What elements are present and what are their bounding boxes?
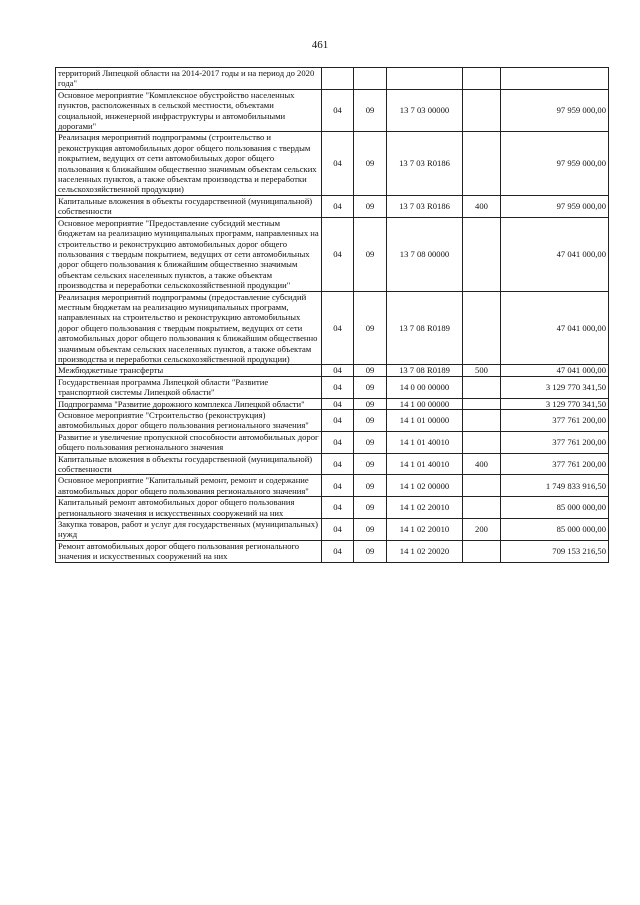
table-row: [56, 398, 609, 409]
expense-type-code: [463, 475, 501, 497]
section-code: 04: [322, 195, 354, 217]
expense-type-code: [463, 68, 501, 90]
table-row: [56, 410, 609, 432]
target-article-code: 14 1 01 00000: [387, 410, 463, 432]
section-code: 04: [322, 376, 354, 398]
target-article-code: 13 7 03 00000: [387, 89, 463, 132]
row-name: Реализация мероприятий подпрограммы (предоставление субсидий местным бюджетам на реализацию муниципальных программ, направленных на строительство и реконструкцию автомобильных дорог общего пользования с твердым покрытием, ведущих от сети автомобильных дорог общего пользования к ближайшим общественно значимым объектам сельских населенных пунктов, а также объектам производства и переработки сельскохозяйственной продукции): [56, 291, 322, 365]
expense-type-code: 200: [463, 519, 501, 541]
section-code: 04: [322, 519, 354, 541]
subsection-code: 09: [354, 195, 387, 217]
subsection-code: 09: [354, 453, 387, 475]
target-article-code: 13 7 08 R0189: [387, 365, 463, 376]
section-code: 04: [322, 398, 354, 409]
table-row: [56, 431, 609, 453]
amount: 377 761 200,00: [501, 453, 609, 475]
target-article-code: 14 1 02 20010: [387, 519, 463, 541]
amount: [501, 68, 609, 90]
target-article-code: 13 7 03 R0186: [387, 195, 463, 217]
table-row: [56, 132, 609, 195]
expense-type-code: [463, 376, 501, 398]
table-row: [56, 453, 609, 475]
section-code: 04: [322, 431, 354, 453]
row-name: Реализация мероприятий подпрограммы (строительство и реконструкция автомобильных дорог общего пользования с твердым покрытием, ведущих от сети автомобильных дорог общего пользования к ближайшим общественно значимым объектам сельских населенных пунктов, а также объектам производства и переработки сельскохозяйственной продукции): [56, 132, 322, 195]
expense-type-code: 500: [463, 365, 501, 376]
table-row: [56, 68, 609, 90]
section-code: 04: [322, 475, 354, 497]
subsection-code: 09: [354, 540, 387, 562]
table-row: [56, 475, 609, 497]
amount: 97 959 000,00: [501, 195, 609, 217]
row-name: Основное мероприятие "Капитальный ремонт, ремонт и содержание автомобильных дорог общего пользования регионального значения": [56, 475, 322, 497]
target-article-code: 14 1 00 00000: [387, 398, 463, 409]
expense-type-code: [463, 217, 501, 291]
row-name: Закупка товаров, работ и услуг для государственных (муниципальных) нужд: [56, 519, 322, 541]
amount: 47 041 000,00: [501, 217, 609, 291]
section-code: 04: [322, 410, 354, 432]
section-code: 04: [322, 291, 354, 365]
row-name: Межбюджетные трансферты: [56, 365, 322, 376]
target-article-code: 13 7 03 R0186: [387, 132, 463, 195]
table-row: [56, 365, 609, 376]
row-name: Развитие и увеличение пропускной способности автомобильных дорог общего пользования регионального значения: [56, 431, 322, 453]
row-name: Основное мероприятие "Комплексное обустройство населенных пунктов, расположенных в сельской местности, объектами социальной, инженерной инфраструктуры и автомобильными дорогами": [56, 89, 322, 132]
target-article-code: 14 1 01 40010: [387, 431, 463, 453]
row-name: Государственная программа Липецкой области "Развитие транспортной системы Липецкой области": [56, 376, 322, 398]
expense-type-code: [463, 497, 501, 519]
table-row: [56, 217, 609, 291]
table-row: [56, 540, 609, 562]
expense-type-code: 400: [463, 453, 501, 475]
section-code: 04: [322, 132, 354, 195]
target-article-code: 14 1 01 40010: [387, 453, 463, 475]
target-article-code: 13 7 08 R0189: [387, 291, 463, 365]
subsection-code: 09: [354, 217, 387, 291]
expense-type-code: [463, 132, 501, 195]
amount: 1 749 833 916,50: [501, 475, 609, 497]
subsection-code: 09: [354, 365, 387, 376]
section-code: 04: [322, 497, 354, 519]
section-code: 04: [322, 365, 354, 376]
amount: 709 153 216,50: [501, 540, 609, 562]
expense-type-code: [463, 410, 501, 432]
expense-type-code: [463, 89, 501, 132]
amount: 97 959 000,00: [501, 89, 609, 132]
row-name: Основное мероприятие "Строительство (реконструкция) автомобильных дорог общего пользования регионального значения": [56, 410, 322, 432]
expense-type-code: [463, 431, 501, 453]
amount: 47 041 000,00: [501, 291, 609, 365]
subsection-code: 09: [354, 398, 387, 409]
amount: 47 041 000,00: [501, 365, 609, 376]
amount: 3 129 770 341,50: [501, 398, 609, 409]
subsection-code: 09: [354, 431, 387, 453]
subsection-code: 09: [354, 132, 387, 195]
table-row: [56, 291, 609, 365]
section-code: 04: [322, 453, 354, 475]
row-name: территорий Липецкой области на 2014-2017 годы и на период до 2020 года": [56, 68, 322, 90]
target-article-code: 13 7 08 00000: [387, 217, 463, 291]
section-code: 04: [322, 89, 354, 132]
amount: 377 761 200,00: [501, 431, 609, 453]
section-code: 04: [322, 217, 354, 291]
subsection-code: 09: [354, 519, 387, 541]
subsection-code: 09: [354, 376, 387, 398]
section-code: [322, 68, 354, 90]
subsection-code: 09: [354, 410, 387, 432]
amount: 85 000 000,00: [501, 497, 609, 519]
page-number: 461: [311, 39, 329, 51]
subsection-code: 09: [354, 89, 387, 132]
expense-type-code: [463, 540, 501, 562]
target-article-code: 14 1 02 20020: [387, 540, 463, 562]
table-row: [56, 376, 609, 398]
subsection-code: 09: [354, 497, 387, 519]
target-article-code: 14 1 02 20010: [387, 497, 463, 519]
amount: 3 129 770 341,50: [501, 376, 609, 398]
target-article-code: [387, 68, 463, 90]
subsection-code: [354, 68, 387, 90]
table-row: [56, 89, 609, 132]
row-name: Капитальный ремонт автомобильных дорог общего пользования регионального значения и искусственных сооружений на них: [56, 497, 322, 519]
table-row: [56, 519, 609, 541]
section-code: 04: [322, 540, 354, 562]
budget-table: [55, 67, 609, 563]
subsection-code: 09: [354, 475, 387, 497]
table-row: [56, 497, 609, 519]
expense-type-code: [463, 398, 501, 409]
target-article-code: 14 1 02 00000: [387, 475, 463, 497]
row-name: Подпрограмма "Развитие дорожного комплекса Липецкой области": [56, 398, 322, 409]
amount: 377 761 200,00: [501, 410, 609, 432]
target-article-code: 14 0 00 00000: [387, 376, 463, 398]
expense-type-code: [463, 291, 501, 365]
amount: 85 000 000,00: [501, 519, 609, 541]
amount: 97 959 000,00: [501, 132, 609, 195]
expense-type-code: 400: [463, 195, 501, 217]
row-name: Капитальные вложения в объекты государственной (муниципальной) собственности: [56, 453, 322, 475]
subsection-code: 09: [354, 291, 387, 365]
row-name: Основное мероприятие "Предоставление субсидий местным бюджетам на реализацию муниципальных программ, направленных на строительство и реконструкцию автомобильных дорог общего пользования с твердым покрытием, ведущих от сети автомобильных дорог общего пользования к ближайшим общественно значимым объектам сельских населенных пунктов, а также объектам производства и переработки сельскохозяйственной продукции": [56, 217, 322, 291]
row-name: Ремонт автомобильных дорог общего пользования регионального значения и искусственных сооружений на них: [56, 540, 322, 562]
table-row: [56, 195, 609, 217]
row-name: Капитальные вложения в объекты государственной (муниципальной) собственности: [56, 195, 322, 217]
